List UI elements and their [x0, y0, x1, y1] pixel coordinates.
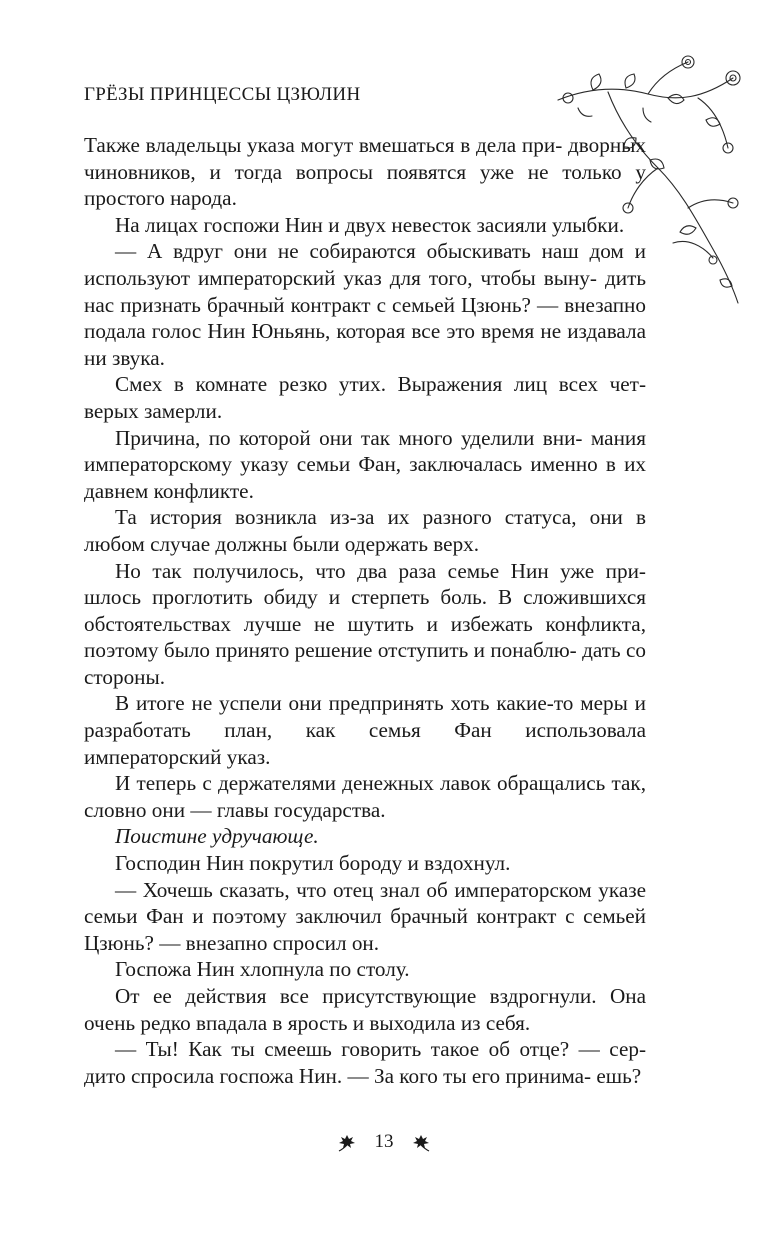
paragraph: Причина, по которой они так много уделили вни- мания императорскому указу семьи Фан, заключалась именно в их давнем конфликте. — [84, 425, 647, 503]
paragraph: Господин Нин покрутил бороду и вздохнул. — [115, 851, 511, 876]
page-footer — [0, 1130, 768, 1153]
paragraph: — А вдруг они не собираются обыскивать наш дом и используют императорский указ для того, чтобы выну- дить нас признать брачный контракт с семьей Цзюнь? — внезапно подала голос Нин Юньянь, которая все это время не издавала ни звука. — [84, 239, 646, 370]
paragraph: Смех в комнате резко утих. Выражения лиц всех чет- верых замерли. — [84, 372, 646, 423]
body-text — [84, 132, 646, 1089]
flower-left-icon — [336, 1131, 358, 1153]
paragraph: Также владельцы указа могут вмешаться в дела при- дворных чиновников, и тогда вопросы появятся уже не только у простого народа. — [84, 133, 647, 211]
paragraph: — Ты! Как ты смеешь говорить такое об отце? — сер- дито спросила госпожа Нин. — За кого ты его принима- ешь? — [84, 1037, 646, 1088]
paragraph: В итоге не успели они предпринять хоть какие-то меры и разработать план, как семья Фан использовала императорский указ. — [84, 691, 646, 769]
page-number: 13 — [374, 1130, 394, 1152]
paragraph-italic: Поистине удручающе. — [115, 824, 319, 849]
paragraph: Госпожа Нин хлопнула по столу. — [115, 957, 410, 982]
paragraph: — Хочешь сказать, что отец знал об императорском указе семьи Фан и поэтому заключил брачный контракт с семьей Цзюнь? — внезапно спросил он. — [84, 877, 647, 955]
paragraph: Та история возникла из-за их разного статуса, они в любом случае должны были одержать верх. — [84, 505, 647, 556]
paragraph: Но так получилось, что два раза семье Нин уже при- шлось проглотить обиду и стерпеть боль. В сложившихся обстоятельствах лучше не шутить и избежать конфликта, поэтому было принято решение отступить и понаблю- дать со стороны. — [84, 558, 647, 689]
paragraph: От ее действия все присутствующие вздрогнули. Она очень редко впадала в ярость и выходила из себя. — [84, 984, 646, 1035]
paragraph: И теперь с держателями денежных лавок обращались так, словно они — главы государства. — [84, 771, 646, 822]
running-head-title: ГРЁЗЫ ПРИНЦЕССЫ ЦЗЮЛИН — [84, 84, 361, 105]
flower-right-icon — [410, 1131, 432, 1153]
paragraph: На лицах госпожи Нин и двух невесток засияли улыбки. — [115, 212, 625, 237]
